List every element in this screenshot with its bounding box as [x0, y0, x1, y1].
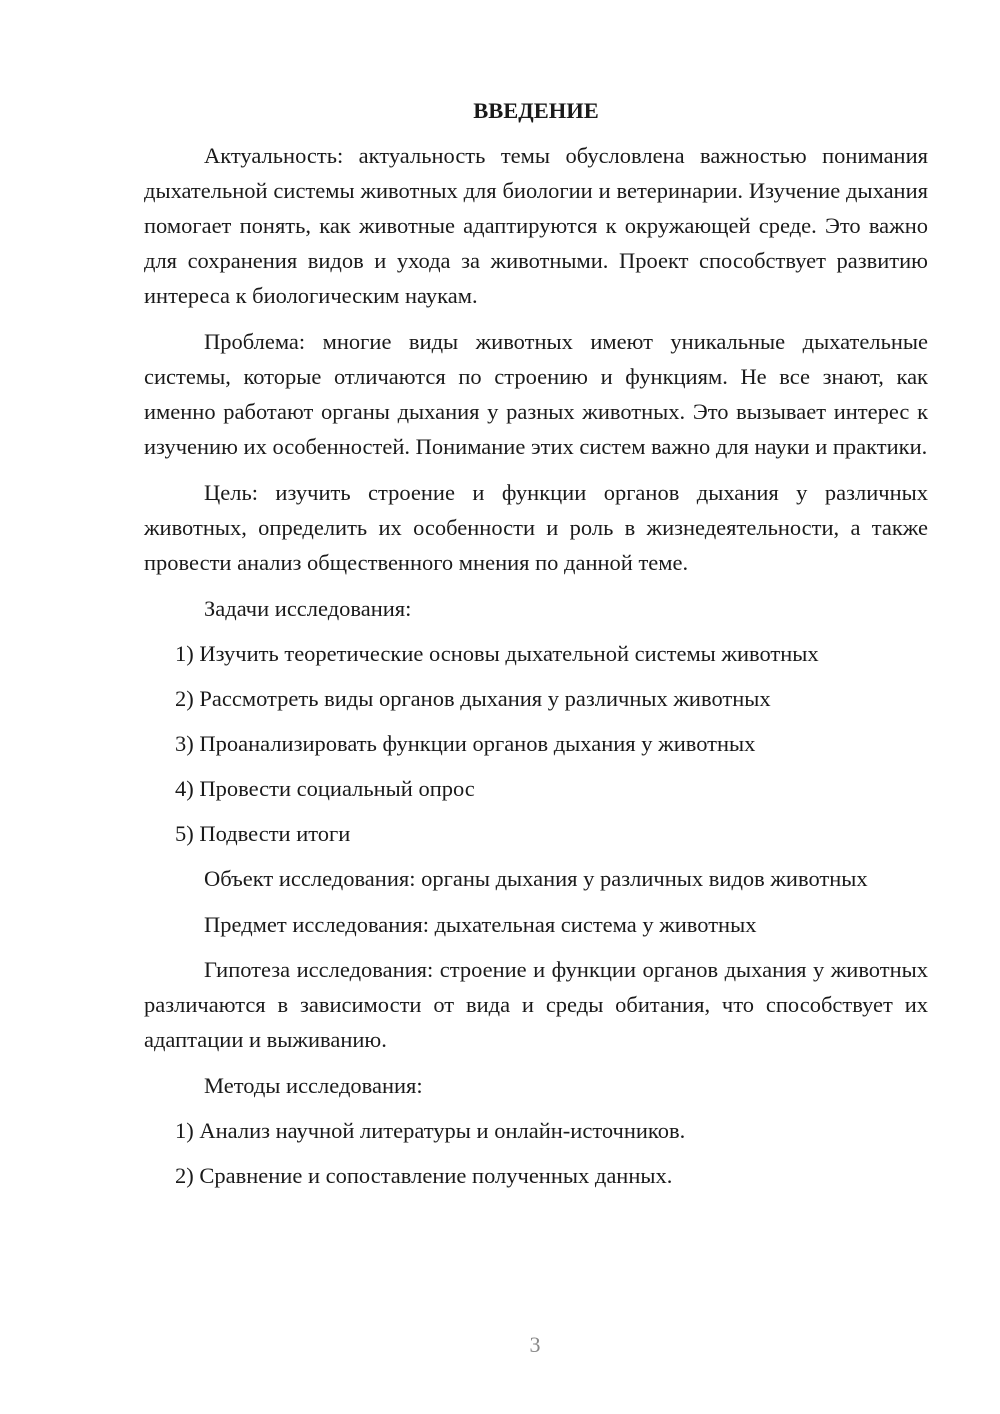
- tasks-list: [144, 636, 928, 851]
- tasks-heading: Задачи исследования:: [204, 596, 412, 621]
- task-item-5: 5) Подвести итоги: [175, 821, 351, 846]
- goal-paragraph: Цель: изучить строение и функции органов дыхания у различных животных, определить их особенности и роль в жизнедеятельности, а также провести анализ общественного мнения по данной теме.: [144, 480, 928, 575]
- methods-heading: Методы исследования:: [204, 1073, 423, 1098]
- subject-paragraph: Предмет исследования: дыхательная система у животных: [204, 912, 757, 937]
- page-number: 3: [529, 1332, 541, 1357]
- method-item-2: 2) Сравнение и сопоставление полученных данных.: [175, 1163, 673, 1188]
- task-item-2: 2) Рассмотреть виды органов дыхания у различных животных: [175, 686, 771, 711]
- task-item-3: 3) Проанализировать функции органов дыхания у животных: [175, 731, 756, 756]
- task-item-4: 4) Провести социальный опрос: [175, 776, 475, 801]
- page-content: [144, 93, 928, 1203]
- section-title: ВВЕДЕНИЕ: [473, 98, 599, 123]
- hypothesis-paragraph: Гипотеза исследования: строение и функции органов дыхания у животных различаются в зависимости от вида и среды обитания, что способствует их адаптации и выживанию.: [144, 957, 928, 1052]
- methods-list: [144, 1113, 928, 1193]
- method-item-1: 1) Анализ научной литературы и онлайн-источников.: [175, 1118, 686, 1143]
- object-paragraph: Объект исследования: органы дыхания у различных видов животных: [204, 866, 868, 891]
- problem-paragraph: Проблема: многие виды животных имеют уникальные дыхательные системы, которые отличаются по строению и функциям. Не все знают, как именно работают органы дыхания у разных животных. Это вызывает интерес к изучению их особенностей. Понимание этих систем важно для науки и практики.: [144, 329, 928, 459]
- task-item-1: 1) Изучить теоретические основы дыхательной системы животных: [175, 641, 819, 666]
- relevance-paragraph: Актуальность: актуальность темы обусловлена важностью понимания дыхательной системы животных для биологии и ветеринарии. Изучение дыхания помогает понять, как животные адаптируются к окружающей среде. Это важно для сохранения видов и ухода за животными. Проект способствует развитию интереса к биологическим наукам.: [144, 143, 928, 308]
